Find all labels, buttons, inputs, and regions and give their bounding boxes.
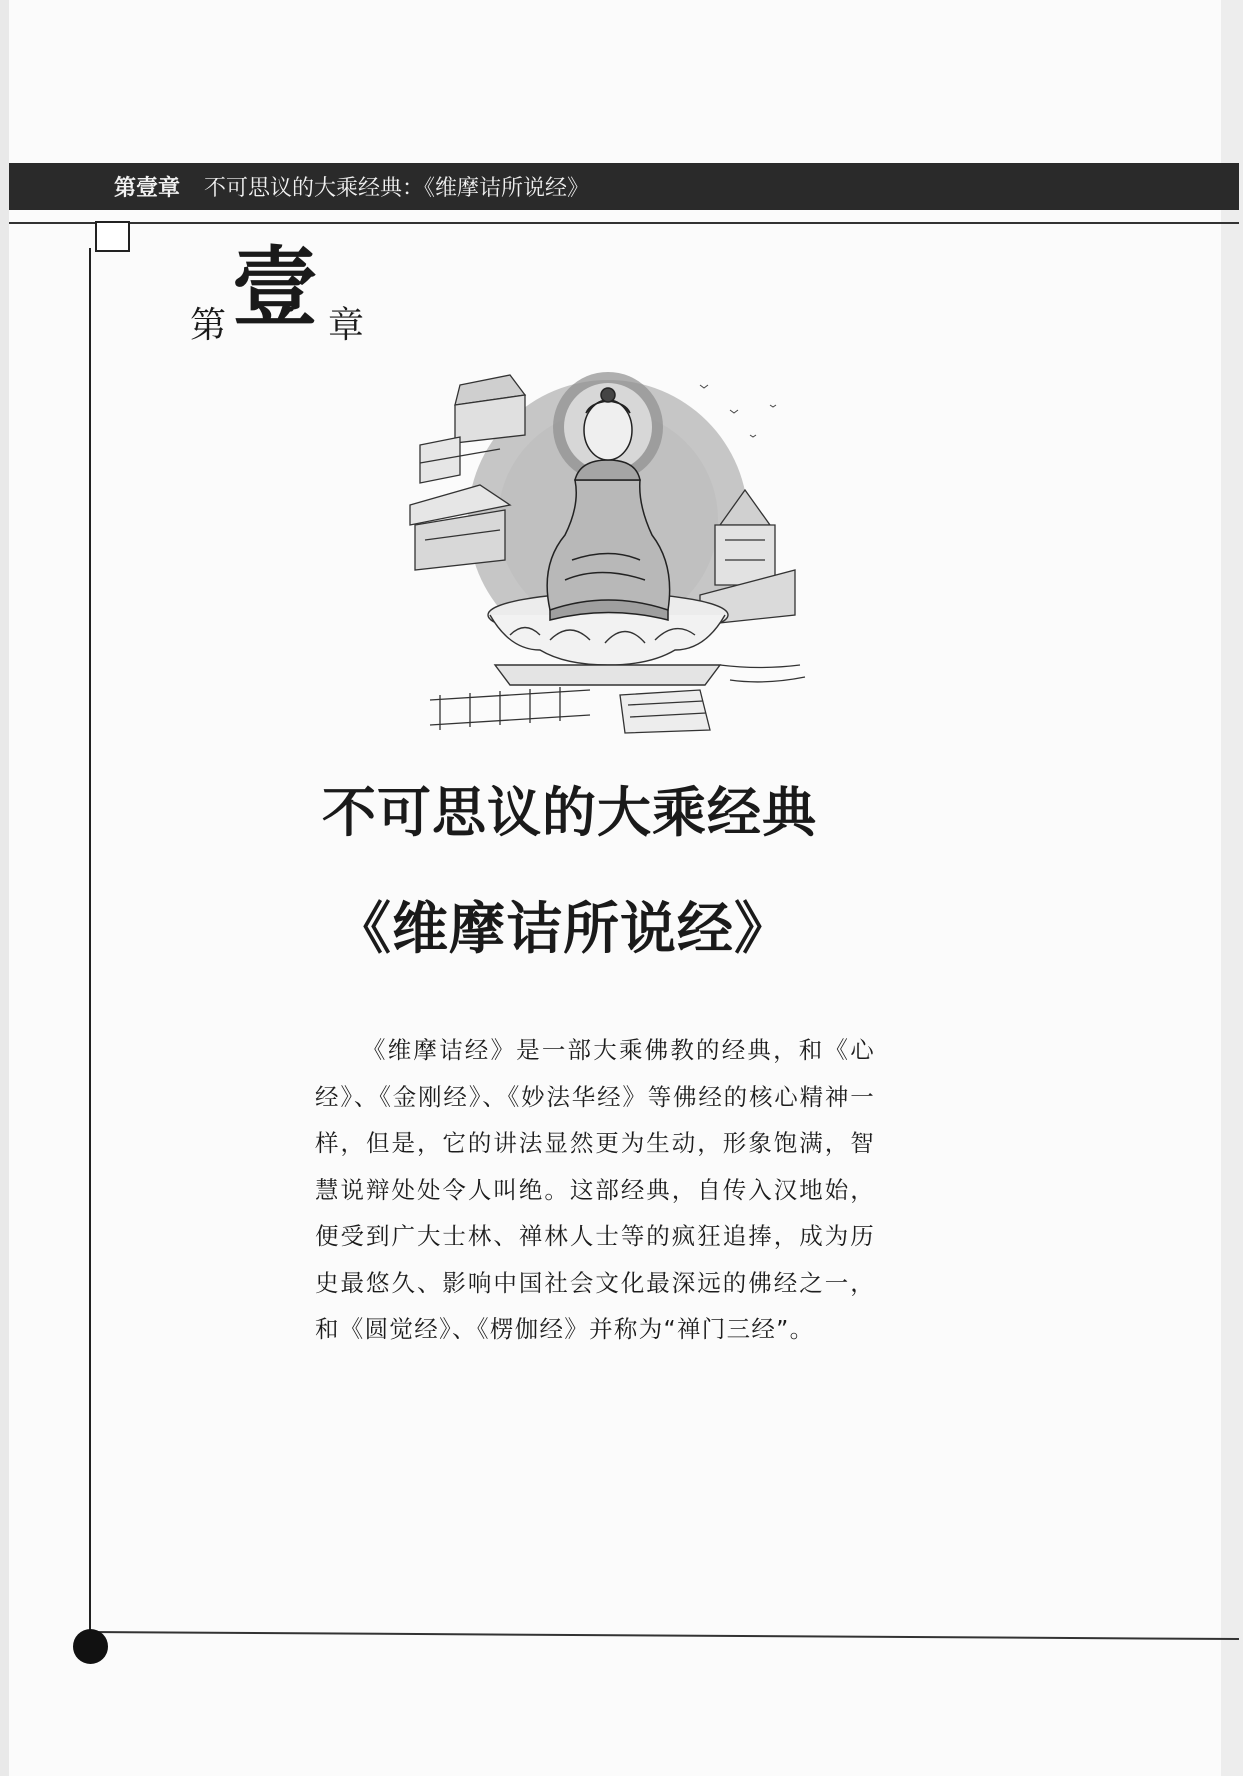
scan-edge-left xyxy=(0,0,9,1776)
side-dot-ornament xyxy=(73,1629,108,1664)
chapter-suffix: 章 xyxy=(328,305,365,346)
header-rule xyxy=(9,222,1239,224)
main-subtitle: 《维摩诘所说经》 xyxy=(335,897,791,962)
intro-paragraph: 《维摩诘经》是一部大乘佛教的经典，和《心经》、《金刚经》、《妙法华经》等佛经的核心精神一样，但是，它的讲法显然更为生动，形象饱满，智慧说辩处处令人叫绝。这部经典，自传入汉地始，便受到广大士林、禅林人士等的疯狂追捧，成为历史最悠久、影响中国社会文化最深远的佛经之一，和《圆觉经》、《楞伽经》并称为“禅门三经”。 xyxy=(315,1036,875,1343)
side-square-ornament xyxy=(95,221,130,252)
scan-edge-right xyxy=(1221,0,1243,1776)
main-title: 不可思议的大乘经典 xyxy=(322,780,817,844)
chapter-number: 壹 xyxy=(232,237,318,338)
chapter-prefix: 第 xyxy=(190,305,227,346)
chapter-mark xyxy=(190,237,390,346)
header-subtitle: 不可思议的大乘经典：《维摩诘所说经》 xyxy=(204,176,590,201)
running-header xyxy=(9,163,1239,210)
buddha-illustration xyxy=(400,365,810,735)
footer-rule xyxy=(88,1631,1239,1640)
side-vertical-rule xyxy=(89,248,91,1643)
header-chapter: 第壹章 xyxy=(114,176,181,201)
